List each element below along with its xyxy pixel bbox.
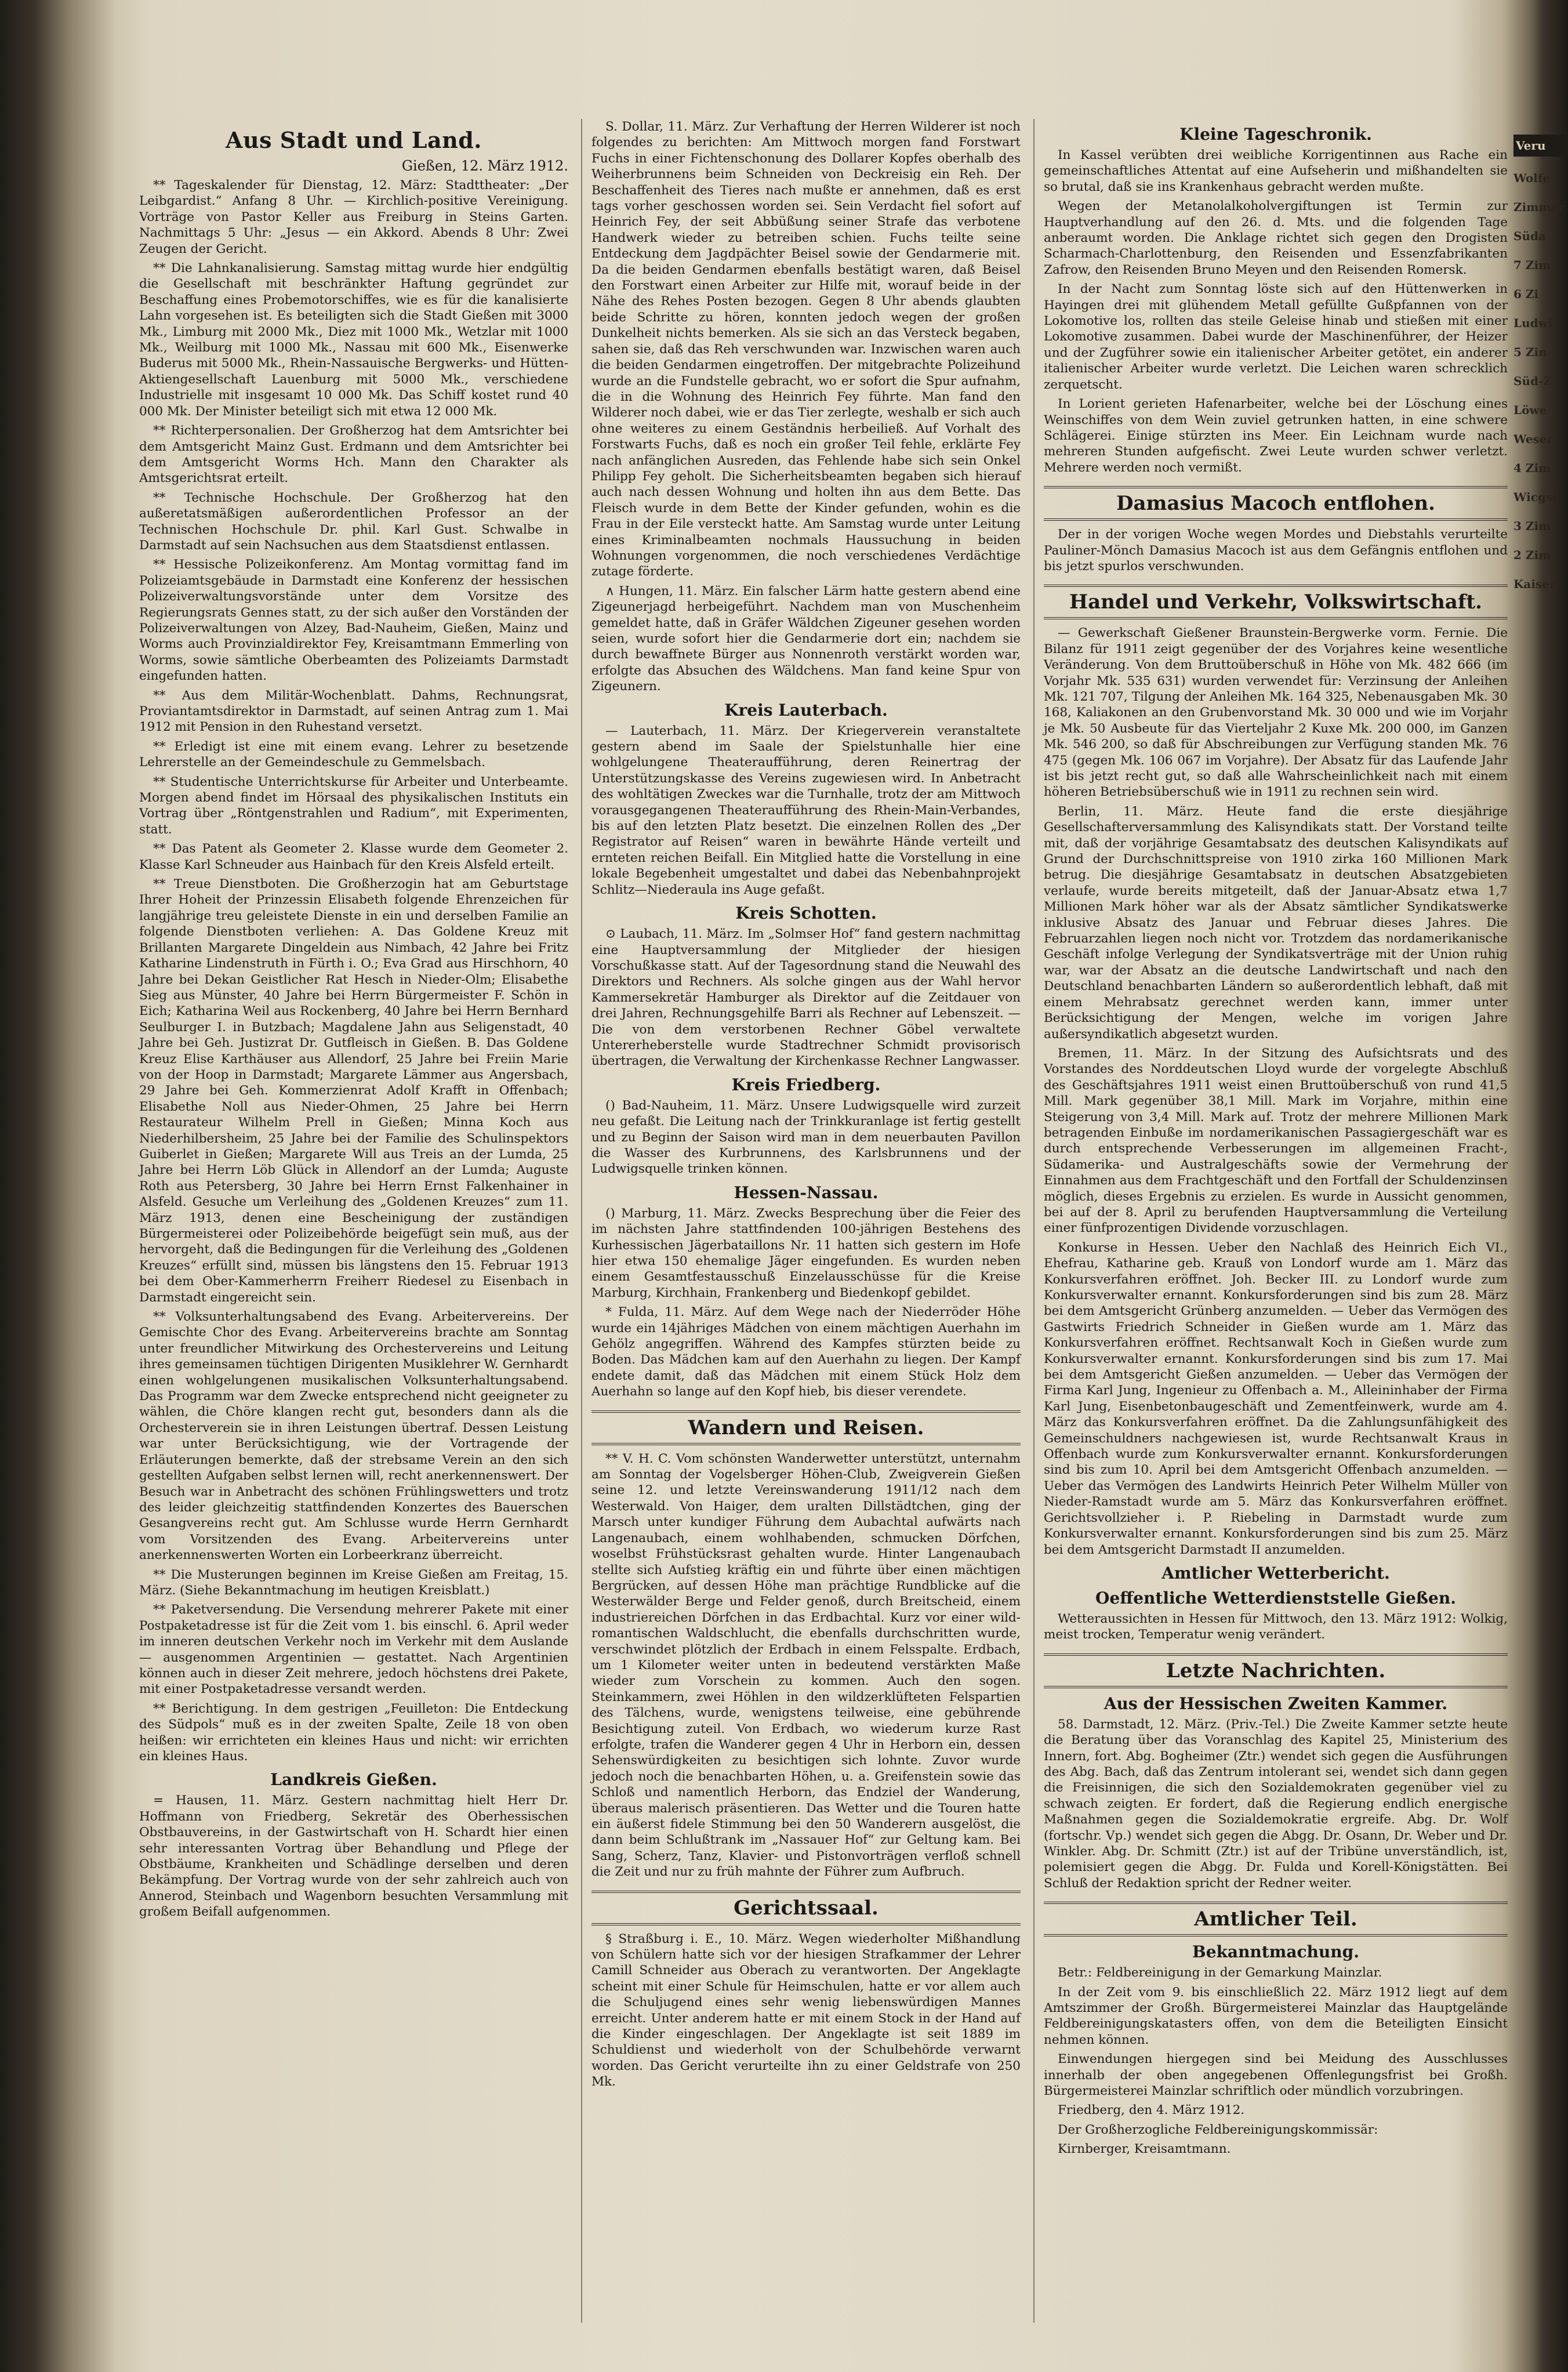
column-3 [1044, 119, 1508, 2161]
dateline: Gießen, 12. März 1912. [401, 158, 568, 174]
article-paragraph: ** Tageskalender für Dienstag, 12. März: Stadttheater: „Der Leibgardist.“ Anfang 8 Uhr. — Kirchlich-positive Vereinigung. Vorträge von Pastor Keller aus Freiburg in Steins Garten. Nachmittags 5 Uhr: „Jesus — ein Akkord. Abends 8 Uhr: Zwei Zeugen der Gericht. [139, 178, 568, 256]
article-list [1044, 1965, 1508, 2157]
article-paragraph: () Marburg, 11. März. Zwecks Besprechung über die Feier des im nächsten Jahre stattfindenden 100-jährigen Bestehens des Kurhessischen Jägerbataillons Nr. 11 hatten sich gestern im Hofe hier etwa 150 ehemalige Jäger eingefunden. Es wurden neben einem Gesamtfestausschuß Einzelausschüsse für die Kreise Marburg, Kirchhain, Frankenberg und Biedenkopf gebildet. [591, 1206, 1021, 1300]
article-list [591, 1451, 1021, 1880]
article-paragraph: — Lauterbach, 11. März. Der Kriegerverein veranstaltete gestern abend im Saale der Spielstunhalle hier eine wohlgelungene Theateraufführung, deren Reinertrag der Unterstützungskasse des Vereins zugewiesen wird. In Anbetracht des wohltätigen Zweckes war die Turnhalle, trotz der am Mittwoch vorausgegangenen Theateraufführung des Rhein-Main-Verbandes, bis auf den letzten Platz besetzt. Die einzelnen Rollen des „Der Registrator auf Reisen“ waren in bewährte Hände verteilt und ernteten reichen Beifall. Ein Mitglied hatte die Vorstellung in eine lokale Begebenheit umgestaltet und dabei das Nebenbahnprojekt Schlitz—Niederaula ins Auge gefaßt. [591, 723, 1021, 897]
subsection-heading: Kreis Friedberg. [731, 1075, 881, 1094]
section-heading: Letzte Nachrichten. [1044, 1653, 1508, 1688]
article-paragraph: Der Großherzogliche Feldbereinigungskommissär: [1058, 2122, 1378, 2137]
subsection-heading: Kreis Lauterbach. [724, 700, 888, 720]
article-list [591, 119, 1021, 695]
article-paragraph: Der in der vorigen Woche wegen Mordes und Diebstahls verurteilte Pauliner-Mönch Damasius Macoch ist aus dem Gefängnis entflohen und bis jetzt spurlos verschwunden. [1044, 527, 1508, 574]
article-list [139, 1793, 568, 1920]
strip-fragment: 7 Zim [1513, 258, 1551, 272]
subsection-heading: Kreis Schotten. [735, 904, 877, 923]
article-paragraph: — Gewerkschaft Gießener Braunstein-Bergwerke vorm. Fernie. Die Bilanz für 1911 zeigt gegenüber der des Vorjahres keine wesentliche Veränderung. Von dem Bruttoüberschuß in Höhe von Mk. 482 666 (im Vorjahr Mk. 535 631) wurden verwendet für: Verzinsung der Anleihen Mk. 121 707, Tilgung der Anleihen Mk. 164 325, Nebenausgaben Mk. 30 168, Kaliakonen an den Grubenvorstand Mk. 30 000 und wie im Vorjahr je Mk. 50 Ausbeute für das Vierteljahr 2 Kuxe Mk. 200 000, im Ganzen Mk. 546 200, so daß für Abschreibungen zur Verfügung standen Mk. 76 475 (gegen Mk. 106 067 im Vorjahre). Der Absatz für das Laufende Jahr ist bis jetzt recht gut, so daß alle Wahrscheinlichkeit nach mit einem höheren Betriebsüberschuß wie in 1911 zu rechnen sein wird. [1044, 626, 1508, 800]
subsection-heading: Bekanntmachung. [1192, 1942, 1359, 1962]
article-paragraph: ** Paketversendung. Die Versendung mehrerer Pakete mit einer Postpaketadresse ist für die Zeit vom 1. bis einschl. 6. April weder im inneren deutschen Verkehr noch im Verkehr mit dem Auslande — ausgenommen Argentinien — gestattet. Nach Argentinien können auch in dieser Zeit mehrere, jedoch höchstens drei Pakete, mit einer Postpaketadresse versandt werden. [139, 1602, 568, 1697]
article-paragraph: = Hausen, 11. März. Gestern nachmittag hielt Herr Dr. Hoffmann von Friedberg, Sekretär des Oberhessischen Obstbauvereins, in der Gastwirtschaft von H. Schardt hier einen sehr interessanten Vortrag über Behandlung und Pflege der Obstbäume, Krankheiten und Schädlinge derselben und deren Bekämpfung. Der Vortrag wurde von der sehr zahlreich auch von Annerod, Steinbach und Wagenborn besuchten Versammlung mit großem Beifall aufgenommen. [139, 1793, 568, 1920]
article-paragraph: ** Das Patent als Geometer 2. Klasse wurde dem Geometer 2. Klasse Karl Schneuder aus Hainbach für den Kreis Alsfeld erteilt. [139, 842, 568, 872]
article-list [591, 926, 1021, 1069]
article-paragraph: In der Zeit vom 9. bis einschließlich 22. März 1912 liegt auf dem Amtszimmer der Großh. Bürgermeisterei Mainzlar das Hauptgelände Feldbereinigungskatasters offen, von dem die Beteiligten Einsicht nehmen können. [1044, 1985, 1508, 2047]
article-paragraph: ** Hessische Polizeikonferenz. Am Montag vormittag fand im Polizeiamtsgebäude in Darmstadt eine Konferenz der hessischen Polizeiverwaltungsvorstände unter dem Vorsitze des Regierungsrats Gennes statt, zu der sich außer den Vorständen der Polizeiverwaltungen von Alzey, Bad-Nauheim, Gießen, Mainz und Worms auch Provinzialdirektor Fey, Kreisamtmann Emmerling von Worms, sowie sämtliche Oberbeamten des Polizeiamts Darmstadt eingefunden hatten. [139, 557, 568, 684]
article-paragraph: ∧ Hungen, 11. März. Ein falscher Lärm hatte gestern abend eine Zigeunerjagd herbeigeführt. Nachdem man von Muschenheim gemeldet hatte, daß in Gräfer Wäldchen Zigeuner gesehen worden seien, wurde sofort hier die Gendarmerie dort ein; nachdem sie durch bewaffnete Bürger aus Nonnenroth verstärkt worden war, erfolgte das Absuchen des Wäldchens. Man fand keine Spur von Zigeunern. [591, 583, 1021, 694]
subsection-heading: Hessen-Nassau. [734, 1183, 879, 1202]
strip-fragment: 6 Zi [1513, 287, 1539, 301]
article-paragraph: () Bad-Nauheim, 11. März. Unsere Ludwigsquelle wird zurzeit neu gefaßt. Die Leitung nach der Trinkkuranlage ist fertig gestellt und zu Beginn der Saison wird man in dem neuerbauten Pavillon die Wasser des Kurbrunnens, des Karlsbrunnens und der Ludwigsquelle trinken können. [591, 1098, 1021, 1177]
article-paragraph: ** Berichtigung. In dem gestrigen „Feuilleton: Die Entdeckung des Südpols“ muß es in der zweiten Spalte, Zeile 18 von oben heißen: wir errichteten ein kleines Haus und nicht: wir errichten ein kleines Haus. [139, 1701, 568, 1764]
strip-fragment: Wicgse [1513, 490, 1560, 504]
subsection-heading: Landkreis Gießen. [270, 1770, 437, 1790]
strip-fragment: 2 Zim [1513, 548, 1551, 562]
article-list [591, 1931, 1021, 2090]
article-paragraph: S. Dollar, 11. März. Zur Verhaftung der Herren Wilderer ist noch folgendes zu berichten: Am Mittwoch morgen fand Forstwart Fuchs in einer Fichtenschonung des Dollarer Kopfes oberhalb des Weiherbrunnens beim Schneiden von Deckreisig ein Reh. Der Beschaffenheit des Tieres nach mußte er annehmen, daß es erst tags vorher geschossen worden sei. Sein Verdacht fiel sofort auf Heinrich Fey, der seit Abbüßung seiner Strafe das verbotene Handwerk wieder zu betreiben schien. Fuchs teilte seine Entdeckung dem Jagdpächter Beisel sowie der Gendarmerie mit. Da die beiden Gendarmen ebenfalls bestätigt waren, daß Beisel den Forstwart einen Arbeiter zur Hilfe mit, worauf beide in der Nähe des Rehes Posten bezogen. Gegen 8 Uhr abends glaubten beide Schritte zu hören, konnten jedoch wegen der großen Dunkelheit nichts bemerken. Als sie sich an das Versteck begaben, sahen sie, daß das Reh verschwunden war. Inzwischen waren auch die beiden Gendarmen eingetroffen. Der mitgebrachte Polizeihund wurde an die Fundstelle gebracht, wo er sofort die Spur aufnahm, die in die Wohnung des Heinrich Fey führte. Man fand den Wilderer noch dabei, wie er das Tier zerlegte, weshalb er sich auch ohne weiteres zu einem Geständnis herbeiließ. Auf Vorhalt des Forstwarts Fuchs, daß es noch ein großer Teil fehle, erklärte Fey nach anfänglichen Ausreden, das Fehlende habe sich sein Onkel Philipp Fey geholt. Die Sicherheitsbeamten begaben sich hierauf auch nach dessen Wohnung und holten ihn aus dem Bette. Das Fleisch wurde in dem Bette der Kinder gefunden, wohin es die Frau in der Eile versteckt hatte. Am Samstag wurde unter Leitung eines Kriminalbeamten nochmals Haussuchung in beiden Wohnungen vorgenommen, die noch verschiedenes Verdächtige zutage förderte. [591, 119, 1021, 579]
adjacent-page-strip [1513, 133, 1568, 2279]
section-heading: Amtlicher Wetterbericht. [1162, 1563, 1390, 1583]
strip-fragment: 4 Zim [1513, 461, 1551, 475]
strip-fragment: Zimmer [1513, 200, 1565, 214]
article-list [1044, 1611, 1508, 1643]
strip-fragment: Süda [1513, 229, 1546, 243]
article-list [1044, 527, 1508, 574]
column-rule [1033, 119, 1035, 2323]
strip-fragment: Wolfe [1513, 171, 1551, 185]
section-heading: Amtlicher Teil. [1044, 1902, 1508, 1936]
article-paragraph: Berlin, 11. März. Heute fand die erste diesjährige Gesellschafterversammlung des Kalisyndikats statt. Der Vorstand teilte mit, daß der vorjährige Gesamtabsatz des deutschen Kalisyndikats auf Grund der Durchschnittspreise von 1910 zirka 160 Millionen Mark betrug. Die diesjährige Gesamtabsatz in deutschen Absatzgebieten verlaufe, wurde bereits mitgeteilt, daß der Januar-Absatz etwa 1,7 Millionen Mark höher war als der Absatz sämtlicher Syndikatswerke inklusive Absatz des Januar und Februar dieses Jahres. Die Februarzahlen liegen noch nicht vor. Trotzdem das nordamerikanische Geschäft infolge Verlegung der Syndikatsverträge mit der Union ruhig war, war der Absatz an die deutsche Landwirtschaft und nach den Deutschland benachbarten Ländern so außerordentlich lebhaft, daß mit einem Mehrabsatz gerechnet werden kann, immer unter Berücksichtigung der Mengen, welche im vorigen Jahre außersyndikatlich abgesetzt wurden. [1044, 804, 1508, 1042]
section-heading: Handel und Verkehr, Volkswirtschaft. [1044, 585, 1508, 619]
article-paragraph: Wegen der Metanolalkoholvergiftungen ist Termin zur Hauptverhandlung auf den 26. d. Mts. und die folgenden Tage anberaumt worden. Die Anklage richtet sich gegen den Drogisten Scharmach-Charlottenburg, den Reisenden und Essenzfabrikanten Zafrow, den Reisenden Bruno Meyen und den Reisenden Romersk. [1044, 199, 1508, 277]
article-list [1044, 1717, 1508, 1891]
strip-fragment: 3 Zim [1513, 519, 1551, 533]
article-list [139, 177, 568, 1764]
column-1 [139, 119, 568, 1924]
article-paragraph: ** Die Musterungen beginnen im Kreise Gießen am Freitag, 15. März. (Siehe Bekanntmachung im heutigen Kreisblatt.) [139, 1567, 568, 1598]
article-paragraph: ** Technische Hochschule. Der Großherzog hat den außeretatsmäßigen außerordentlichen Professor an der Technischen Hochschule Dr. phil. Karl Gust. Schwalbe in Darmstadt auf sein Nachsuchen aus dem Staatsdienst entlassen. [139, 490, 568, 553]
strip-fragment: Ludwi [1513, 316, 1553, 330]
article-paragraph: In Lorient gerieten Hafenarbeiter, welche bei der Löschung eines Weinschiffes von dem Wein zuviel getrunken hatten, in eine schwere Schlägerei. Einige stürzten ins Meer. Ein Leichnam wurde nach mehreren Stunden aufgefischt. Zwei Leute wurden schwer verletzt. Mehrere werden noch vermißt. [1044, 397, 1508, 475]
article-paragraph: In der Nacht zum Sonntag löste sich auf den Hüttenwerken in Hayingen drei mit glühendem Metall gefüllte Gußpfannen von der Lokomotive los, rollten das steile Geleise hinab und stießen mit einer Lokomotive zusammen. Dabei wurde der Maschinenführer, der Heizer und der Zugführer sowie ein italienischer Arbeiter getötet, ein anderer italienischer Arbeiter wurde verletzt. Die Leichen waren schrecklich zerquetscht. [1044, 282, 1508, 392]
article-paragraph: ** Studentische Unterrichtskurse für Arbeiter und Unterbeamte. Morgen abend findet im Hörsaal des physikalischen Instituts ein Vortrag über „Röntgenstrahlen und Radium“, mit Experimenten, statt. [139, 774, 568, 837]
article-paragraph: In Kassel verübten drei weibliche Korrigentinnen aus Rache ein gemeinschaftliches Attentat auf eine Aufseherin und mißhandelten sie so brutal, daß sie ins Krankenhaus gebracht werden mußte. [1044, 148, 1508, 194]
article-paragraph: ** Richterpersonalien. Der Großherzog hat dem Amtsrichter bei dem Amtsgericht Mainz Gust. Erdmann und dem Amtsrichter bei dem Amtsgericht Worms Hch. Mann den Charakter als Amtsgerichtsrat erteilt. [139, 423, 568, 486]
article-paragraph: * Fulda, 11. März. Auf dem Wege nach der Niederröder Höhe wurde ein 14jähriges Mädchen von einem mächtigen Auerhahn im Gehölz angegriffen. Während des Kampfes stürzten beide zu Boden. Das Mädchen kam auf den Auerhahn zu liegen. Der Kampf endete damit, daß das Mädchen mit einem Stück Holz dem Auerhahn so lange auf den Kopf hieb, bis dieser verendete. [591, 1305, 1021, 1399]
article-paragraph: ** Die Lahnkanalisierung. Samstag mittag wurde hier endgültig die Gesellschaft mit beschränkter Haftung gegründet zur Beschaffung eines Probemotorschiffes, wie es für die kanalisierte Lahn vorgesehen ist. Es beteiligten sich die Stadt Gießen mit 3000 Mk., Limburg mit 2000 Mk., Diez mit 1000 Mk., Wetzlar mit 1000 Mk., Weilburg mit 1000 Mk., Nassau mit 600 Mk., Eisenwerke Buderus mit 5000 Mk., Rhein-Nassauische Bergwerks- und Hütten-Aktiengesellschaft Lauenburg mit 5000 Mk., verschiedene Industrielle mit insgesamt 10 000 Mk. Das Schiff kostet rund 40 000 Mk. Der Minister beteiligt sich mit etwa 12 000 Mk. [139, 261, 568, 419]
subsection-heading: Aus der Hessischen Zweiten Kammer. [1104, 1693, 1448, 1713]
article-paragraph: Bremen, 11. März. In der Sitzung des Aufsichtsrats und des Vorstandes des Norddeutschen Lloyd wurde der vorgelegte Abschluß des Geschäftsjahres 1911 weist einen Bruttoüberschuß von rund 41,5 Mill. Mark gegenüber 38,1 Mill. Mark im Vorjahre, mithin eine Steigerung von 3,4 Mill. Mark auf. Trotz der mehrere Millionen Mark betragenden Einbuße im nordamerikanischen Passagiergeschäft war es durch entsprechende Verbesserungen im allgemeinen Fracht-, Südamerika- und Australgeschäfts sowie der Vermehrung der Einnahmen aus dem Frachtgeschäft und den Fortfall der Schuldenzinsen möglich, dieses Ergebnis zu erzielen. Es wurde in Aussicht genommen, bei auf der 8. April zu berufenden Hauptversammlung die Verteilung einer fünfprozentigen Dividende vorzuschlagen. [1044, 1046, 1508, 1236]
article-list [1044, 625, 1508, 1558]
newspaper-page [139, 119, 1525, 2346]
article-paragraph: Betr.: Feldbereinigung in der Gemarkung Mainzlar. [1058, 1965, 1382, 1981]
article-paragraph: ** V. H. C. Vom schönsten Wanderwetter unterstützt, unternahm am Sonntag der Vogelsberger Höhen-Club, Zweigverein Gießen seine 12. und letzte Vereinswanderung 1911/12 nach dem Westerwald. Von Haiger, dem uralten Dillstädtchen, ging der Marsch unter kundiger Führung dem Aubachtal aufwärts nach Langenaubach, einem wohlhabenden, schmucken Dörfchen, woselbst Frühstücksrast gehalten wurde. Hinter Langenaubach stellte sich Aufstieg kräftig ein und führte über einen mächtigen Bergrücken, auf dessen Höhe man prächtige Rundblicke auf die Westerwälder Berge und Felder genoß, durch Breitscheid, einem industriereichen Dörfchen in das Erdbachtal. Kurz vor einer wild-romantischen Waldschlucht, die ebenfalls durchschritten wurde, verschwindet plötzlich der Erdbach in einem Felsspalte. Erdbach, um 1 Kilometer weiter unten in bedeutend verstärkten Maße wieder zum Vorschein zu kommen. Auch den sogen. Steinkammern, zwei Höhlen in den wildzerklüfteten Felspartien des Tälchens, wurde, wenigstens teilweise, eine gebührende Besichtigung zuteil. Von Erdbach, wo wiederum kurze Rast erfolgte, trafen die Wanderer gegen 4 Uhr in Herborn ein, dessen Sehenswürdigkeiten zu besichtigen sich lohnte. Zuvor wurde jedoch noch die benachbarten Höhen, u. a. Greifenstein sowie das Schloß und namentlich Herborn, das Endziel der Wanderung, überaus malerisch präsentieren. Das Wetter und die Touren hatte ein äußerst fidele Stimmung bei den 50 Wanderern ausgelöst, die dann beim Schlußtrank im „Nassauer Hof“ zur Geltung kam. Bei Sang, Scherz, Tanz, Klavier- und Pistonvorträgen verfloß schnell die Zeit und nur zu früh mahnte der Führer zum Aufbruch. [591, 1451, 1021, 1880]
article-paragraph: Wetteraussichten in Hessen für Mittwoch, den 13. März 1912: Wolkig, meist trocken, Temperatur wenig verändert. [1044, 1611, 1508, 1642]
section-heading: Damasius Macoch entflohen. [1044, 486, 1508, 521]
section-heading: Wandern und Reisen. [591, 1410, 1021, 1445]
article-paragraph: ** Erledigt ist eine mit einem evang. Lehrer zu besetzende Lehrerstelle an der Gemeindeschule zu Gemmelsbach. [139, 739, 568, 770]
strip-fragment: Veru [1513, 135, 1568, 157]
strip-fragment: 5 Zin [1513, 345, 1547, 359]
article-paragraph: ** Aus dem Militär-Wochenblatt. Dahms, Rechnungsrat, Proviantamtsdirektor in Darmstadt, auf seinen Antrag zum 1. Mai 1912 mit Pension in den Ruhestand versetzt. [139, 688, 568, 735]
strip-fragment: Weser [1513, 432, 1554, 446]
strip-fragment: Kaiser [1513, 577, 1556, 591]
section-heading: Kleine Tageschronik. [1179, 125, 1372, 144]
section-heading: Gerichtssaal. [591, 1891, 1021, 1925]
article-paragraph: Friedberg, den 4. März 1912. [1058, 2103, 1245, 2118]
article-paragraph: § Straßburg i. E., 10. März. Wegen wiederholter Mißhandlung von Schülern hatte sich vor der hiesigen Strafkammer der Lehrer Camill Schneider aus Oberach zu verantworten. Der Angeklagte scheint mit einer Schule für Heimschulen, hatte er vor allem auch die Schuljugend eines sehr wenig liebenswürdigen Mannes erreicht. Unter anderem hatte er mit einem Stock in der Hand auf die Kinder eingeschlagen. Der Angeklagte ist seit 1889 im Schuldienst und wiederholt von der Schulbehörde verwarnt worden. Das Gericht verurteilte ihn zu einer Geldstrafe von 250 Mk. [591, 1931, 1021, 2090]
strip-fragment: Löwe [1513, 403, 1547, 417]
article-paragraph: Kirnberger, Kreisamtmann. [1058, 2142, 1231, 2157]
article-list [591, 723, 1021, 898]
article-paragraph: ⊙ Laubach, 11. März. Im „Solmser Hof“ fand gestern nachmittag eine Hauptversammlung der Mitglieder der hiesigen Vorschußkasse statt. Auf der Tagesordnung stand die Neuwahl des Direktors und Rechners. Als solche gingen aus der Wahl hervor Kammersekretär Hamburger als Direktor auf die Zeitdauer von drei Jahren, Rechnungsgehilfe Barri als Rechner auf Lebenszeit. — Die von dem verstorbenen Rechner Göbel verwaltete Untererheberstelle wurde Stadtrechner Schmidt provisorisch übertragen, die Verwaltung der Kirchenkasse Rechner Langwasser. [591, 927, 1021, 1069]
section-heading: Aus Stadt und Land. [225, 127, 482, 153]
article-paragraph: Konkurse in Hessen. Ueber den Nachlaß des Heinrich Eich VI., Ehefrau, Katharine geb. Krauß von Londorf wurde am 1. März das Konkursverfahren eröffnet. Joh. Becker III. zu Londorf wurde zum Konkursverwalter ernannt. Konkursforderungen sind bis zum 28. März bei dem Amtsgericht Grünberg anzumelden. — Ueber das Vermögen des Gastwirts Friedrich Schneider in Gießen wurde am 1. März das Konkursverfahren eröffnet. Rechtsanwalt Koch in Gießen wurde zum Konkursverwalter ernannt. Konkursforderungen sind bis zum 17. Mai bei dem Amtsgericht Gießen anzumelden. — Ueber das Vermögen der Firma Karl Jung, Ingenieur zu Offenbach a. M., Alleininhaber der Firma Karl Jung, Eisenbetonbaugeschäft und Zementfeinwerk, wurde am 4. März das Konkursverfahren eröffnet. Da die Zahlungsunfähigkeit des Gemeinschuldners nachgewiesen ist, wurde Rechtsanwalt Kraus in Offenbach wurde zum Konkursverwalter ernannt. Konkursforderungen sind bis zum 10. April bei dem Amtsgericht Offenbach anzumelden. — Ueber das Vermögen des Landwirts Heinrich Peter Wilhelm Müller von Nieder-Ramstadt wurde am 5. März das Konkursverfahren eröffnet. Gerichtsvollzieher i. P. Riebeling in Darmstadt wurde zum Konkursverwalter ernannt. Konkursforderungen sind bis zum 25. März bei dem Amtsgericht Darmstadt II anzumelden. [1044, 1240, 1508, 1557]
column-2 [591, 119, 1021, 2094]
article-paragraph: 58. Darmstadt, 12. März. (Priv.-Tel.) Die Zweite Kammer setzte heute die Beratung über das Voranschlag des Kapitel 25, Ministerium des Innern, fort. Abg. Bogheimer (Ztr.) wendet sich gegen die Ausführungen des Abg. Bach, daß das Zentrum intolerant sei, wendet sich dann gegen die Freisinnigen, die sich den Sozialdemokraten gegenüber viel zu schwach zeigten. Er fordert, daß die Regierung endlich energische Maßnahmen gegen die Sozialdemokratie ergreife. Abg. Dr. Wolf (fortschr. Vp.) wendet sich gegen die Abgg. Dr. Osann, Dr. Weber und Dr. Winkler. Abg. Dr. Schmitt (Ztr.) ist auf der Tribüne unverständlich, ist, polemisiert gegen die Abgg. Dr. Fulda und Korell-Königstätten. Bei Schluß der Redaktion spricht der Redner weiter. [1044, 1717, 1508, 1891]
article-list [591, 1098, 1021, 1177]
subsection-heading: Oeffentliche Wetterdienststelle Gießen. [1095, 1588, 1456, 1608]
article-paragraph: ** Treue Dienstboten. Die Großherzogin hat am Geburtstage Ihrer Hoheit der Prinzessin Elisabeth folgende Ehrenzeichen für langjährige treu geleistete Dienste in ein und derselben Familie an folgende Dienstboten verliehen: A. Das Goldene Kreuz mit Brillanten Margarete Dingeldein aus Nimbach, 42 Jahre bei Fritz Katharine Lindenstruth in Fürth i. O.; Eva Grad aus Hirschhorn, 40 Jahre bei Dekan Geistlicher Rat Hesch in Nieder-Olm; Elisabethe Sieg aus Münster, 40 Jahre bei Herrn Bürgermeister F. Schön in Eich; Katharina Weil aus Rockenberg, 40 Jahre bei Herrn Bernhard Seulburger I. in Butzbach; Magdalene Jahn aus Seligenstadt, 40 Jahre bei Geh. Justizrat Dr. Gutfleisch in Gießen. B. Das Goldene Kreuz Elise Karthäuser aus Allendorf, 25 Jahre bei Freiin Marie von der Hoop in Darmstadt; Margarete Lämmer aus Angersbach, 29 Jahre bei Geh. Kommerzienrat Adolf Krafft in Offenbach; Elisabethe Noll aus Nieder-Ohmen, 25 Jahre bei Herrn Restaurateur Wilhelm Prell in Gießen; Minna Koch aus Niederhilbersheim, 25 Jahre bei der Familie des Schulinspektors Guiberlet in Gießen; Margarete Will aus Treis an der Lumda, 25 Jahre bei Herrn Löb Glück in Allendorf an der Lumda; Auguste Roth aus Petersberg, 30 Jahre bei Herrn Ernst Falkenhainer in Alsfeld. Gesuche um Verleihung des „Goldenen Kreuzes“ zum 11. März 1913, denen eine Bescheinigung der zuständigen Bürgermeisterei oder Polizeibehörde beigefügt sein muß, aus der hervorgeht, daß die Bedingungen für die Verleihung des „Goldenen Kreuzes“ erfüllt sind, müssen bis längstens den 15. Februar 1913 bei dem Ober-Kammerherrn Freiherr Riedesel zu Eisenbach in Darmstadt eingereicht sein. [139, 877, 568, 1305]
article-list [1044, 147, 1508, 476]
article-paragraph: ** Volksunterhaltungsabend des Evang. Arbeitervereins. Der Gemischte Chor des Evang. Arbeitervereins brachte am Sonntag unter freundlicher Mitwirkung des Orchestervereins und Leitung ihres gemeinsamen tüchtigen Dirigenten Musiklehrer W. Gernhardt einen wohlgelungenen musikalischen Volksunterhaltungsabend. Das Programm war dem Zwecke entsprechend nicht geeigneter zu wählen, die Chöre klangen recht gut, besonders dann als die Orchesterverein sie in ihren Leistungen übertraf. Dessen Leistung war unter Berücksichtigung, wie der Vortragende der Erläuterungen bemerkte, daß der strebsame Verein an den sich gestellten Aufgaben selbst lernen will, recht anerkennenswert. Der Besuch war in Anbetracht des schönen Frühlingswetters und trotz des leider gleichzeitig stattfindenden Konzertes des Bauerschen Gesangvereins recht gut. Am Schlusse wurde Herrn Gernhardt vom Vorsitzenden des Evang. Arbeitervereins unter anerkennenswerten Worten ein Lorbeerkranz überreicht. [139, 1310, 568, 1563]
column-rule [581, 119, 582, 2323]
article-paragraph: Einwendungen hiergegen sind bei Meidung des Ausschlusses innerhalb der oben angegebenen Offenlegungsfrist bei Großh. Bürgermeisterei Mainzlar schriftlich oder mündlich vorzubringen. [1044, 2052, 1508, 2099]
strip-fragment: Süd-Z [1513, 374, 1552, 388]
article-list [591, 1206, 1021, 1400]
